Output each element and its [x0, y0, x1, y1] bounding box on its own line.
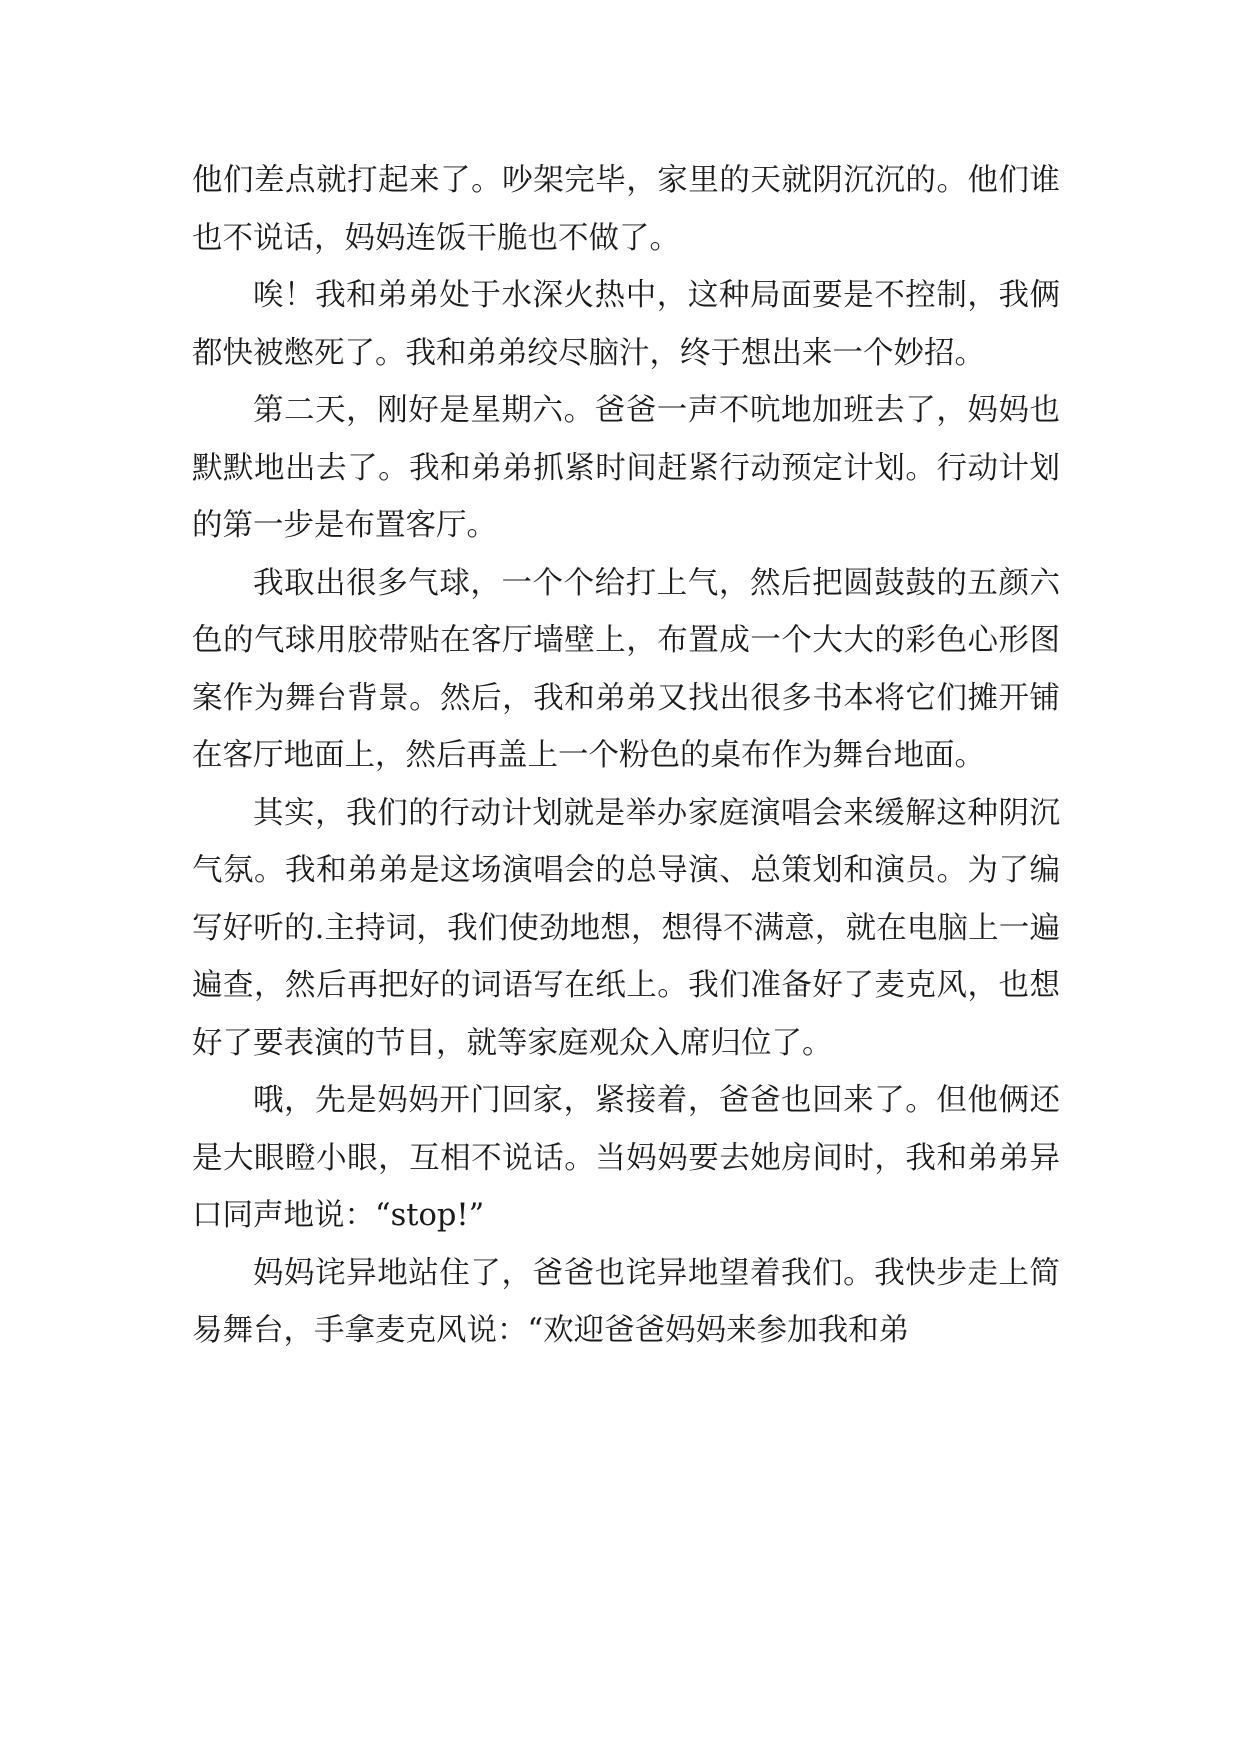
- paragraph: 妈妈诧异地站住了，爸爸也诧异地望着我们。我快步走上简易舞台，手拿麦克风说：“欢迎爸爸妈妈来参加我和弟: [192, 1255, 1060, 1348]
- paragraph: 唉！我和弟弟处于水深火热中，这种局面要是不控制，我俩都快被憋死了。我和弟弟绞尽脑汁，终于想出来一个妙招。: [192, 278, 1060, 371]
- paragraph: 其实，我们的行动计划就是举办家庭演唱会来缓解这种阴沉气氛。我和弟弟是这场演唱会的总导演、总策划和演员。为了编写好听的.主持词，我们使劲地想，想得不满意，就在电脑上一遍遍查，然后再把好的词语写在纸上。我们准备好了麦克风，也想好了要表演的节目，就等家庭观众入席归位了。: [192, 795, 1060, 1061]
- paragraph: 他们差点就打起来了。吵架完毕，家里的天就阴沉沉的。他们谁也不说话，妈妈连饭干脆也不做了。: [192, 163, 1060, 256]
- paragraph: 第二天，刚好是星期六。爸爸一声不吭地加班去了，妈妈也默默地出去了。我和弟弟抓紧时间赶紧行动预定计划。行动计划的第一步是布置客厅。: [192, 393, 1060, 543]
- body-text: [192, 152, 1060, 1360]
- paragraph: 我取出很多气球，一个个给打上气，然后把圆鼓鼓的五颜六色的气球用胶带贴在客厅墙壁上，布置成一个大大的彩色心形图案作为舞台背景。然后，我和弟弟又找出很多书本将它们摊开铺在客厅地面上，然后再盖上一个粉色的桌布作为舞台地面。: [192, 565, 1060, 773]
- paragraph: 哦，先是妈妈开门回家，紧接着，爸爸也回来了。但他俩还是大眼瞪小眼，互相不说话。当妈妈要去她房间时，我和弟弟异口同声地说：“stop!”: [192, 1083, 1060, 1233]
